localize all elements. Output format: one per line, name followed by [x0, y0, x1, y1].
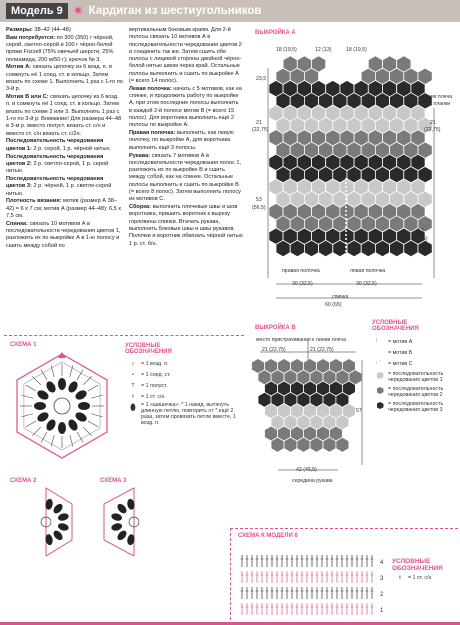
page-title: Кардиган из шестиугольников — [88, 5, 262, 17]
legend-model-6 — [392, 558, 458, 583]
stitch-line — [83, 376, 91, 384]
legend-title: УСЛОВНЫЕ — [372, 320, 408, 326]
hex-motif — [271, 437, 284, 452]
scheme-2-label: СХЕМА 2 — [10, 478, 37, 484]
puff-stitch — [74, 411, 88, 424]
hex-motif — [290, 240, 304, 256]
instruction-paragraph: Плотность вязания: мотив (размер А 38–42) = 6 х 7 см; мотив А (размер 44–48): 6,5 х 7,5 см. — [6, 198, 122, 219]
attach-line-label: место пристрачивания к линии плеча — [256, 337, 346, 343]
puff-stitch — [34, 402, 46, 410]
puff-stitch — [52, 529, 65, 542]
stitch-line — [88, 421, 98, 427]
stitch-line — [26, 385, 36, 391]
puff-stitch — [116, 529, 129, 542]
shoulder-line-label: линия плеча — [422, 94, 453, 100]
stitch-line — [32, 427, 40, 435]
stitch-line — [91, 414, 103, 417]
instruction-paragraph: Размеры: 38–42 (44–48) — [6, 27, 71, 33]
dim-label: 18 (19,5) — [276, 47, 297, 53]
instructions-column-1 — [6, 27, 124, 327]
instruction-paragraph: Сборка: выполнить плечевые швы и шов воротника, пришить воротник к вырезу горловины спинки. Втачать рукава, выполнить боковые швы и швы рукавов. Полочки и воротник обвязать чёрной нитью 1 р. ст. б/н. — [129, 204, 243, 247]
legend-motifs — [372, 320, 458, 414]
dim-label: (22,75) — [252, 127, 269, 133]
instruction-paragraph: Последовательность чередования цветов 1: 2 р. серой, 1 р. чёрной нитью. — [6, 138, 112, 152]
hex-motif — [336, 437, 349, 452]
puff-stitch — [36, 411, 50, 424]
row-number: 3 — [380, 576, 384, 582]
dim-label: 21 (22,75) — [310, 347, 334, 353]
half-hex-icon — [372, 348, 388, 357]
pattern-b-diagram — [250, 330, 370, 490]
row-number: 4 — [380, 560, 384, 566]
instruction-paragraph: Последовательность чередования цветов 3: 2 р. чёрной, 1 р. светло-серой нитью. — [6, 175, 112, 197]
legend-title-2: ОБОЗНАЧЕНИЯ — [372, 326, 419, 332]
dim-label: 53 — [418, 228, 424, 234]
legend-stitches — [125, 343, 240, 442]
legend-item: = мотив В — [372, 347, 458, 358]
scheme-2-diagram — [16, 486, 86, 556]
legend-title-2: ОБОЗНАЧЕНИЯ — [392, 565, 443, 572]
puff-stitch — [36, 389, 50, 402]
half-dc-icon: T — [131, 382, 135, 389]
scheme-6-diagram — [236, 545, 388, 620]
hex-motif — [304, 240, 318, 256]
pattern-b-label: ВЫКРОЙКА В — [255, 325, 296, 331]
scheme-1-label: СХЕМА 1 — [10, 342, 37, 348]
model-number: Модель 9 — [6, 3, 68, 19]
dim-label: 30 (32,5) — [356, 281, 377, 287]
dim-label: 21 — [256, 120, 262, 126]
hex-motif — [297, 437, 310, 452]
hex-gray-icon — [372, 387, 388, 396]
instruction-paragraph: Рукава: связать 7 мотивов А в последовательности чередования полос 1, разложить их по выкройке В и сшить между собой, как на спинке. Остальные полосы выполнить и сшить по выкройке В (= всего 8 полос). Затем выполнить полосу из мотивов С. — [129, 152, 242, 203]
dim-label: 42 (45,5) — [296, 467, 317, 473]
instruction-paragraph: вертикальным боковым краям. Для 2-й полосы связать 10 мотивов А в последовательности чередования цветов 2 и соединить так же. Затем сшить обе полосы с лицевой стороны двойной чёрно-белой нитью швом через край. Остальные полосы выполнить и сшить по выкройке А (= всего 14 полос). — [129, 27, 242, 85]
motif-outline — [104, 488, 134, 556]
dim-label: 53 — [256, 197, 262, 203]
legend-item: ○ = 1 возд. п. — [125, 358, 240, 369]
dc-icon: ŧ — [132, 393, 134, 400]
hex-motif — [323, 437, 336, 452]
hex-light-icon — [372, 372, 388, 381]
left-front-label: левая полочка — [350, 268, 386, 274]
legend-item: ŧ = 1 ст. с/н — [392, 572, 458, 583]
divider — [230, 528, 458, 529]
scheme-3-label: СХЕМА 3 — [100, 478, 127, 484]
back-label: спинка — [332, 294, 349, 300]
legend-item: • = 1 соед. ст. — [125, 369, 240, 380]
center-ring — [54, 398, 70, 414]
hex-motif — [347, 240, 361, 256]
stitch-line — [21, 414, 33, 417]
legend-item: = последовательность чередования цветов 3 — [372, 399, 458, 414]
stitch-line — [88, 385, 98, 391]
legend-item: = последовательность чередования цветов 1 — [372, 369, 458, 384]
dim-label: 12 (13) — [315, 47, 332, 53]
legend-item: ŧ = 1 ст. с/н — [125, 391, 240, 402]
stitch-line — [32, 376, 40, 384]
legend-item: ⬮ = 1 «шишечка»: * 1 накид, вытянуть длинную петлю, повторить от * ещё 2 раза, затем провязать петли вместе, 1 возд. п. — [125, 402, 240, 442]
divider — [230, 528, 231, 620]
puff-stitch — [45, 418, 58, 432]
puff-stitch — [78, 402, 90, 410]
pattern-a-label: ВЫКРОЙКА А — [255, 30, 296, 36]
stitch-line — [83, 427, 91, 435]
pattern-a-diagram — [250, 38, 458, 328]
motif-outline — [46, 488, 72, 556]
page-header — [0, 0, 460, 22]
dim-label: 21 — [430, 120, 436, 126]
dim-label: 60 (65) — [325, 302, 342, 308]
puff-stitch — [58, 378, 66, 390]
dim-label: (56,5) — [252, 205, 266, 211]
hex-motif — [276, 240, 290, 256]
dim-label: 21 (22,75) — [262, 347, 286, 353]
legend-title: УСЛОВНЫЕ — [392, 558, 431, 565]
stitch-line — [26, 421, 36, 427]
quarter-hex-icon — [372, 361, 388, 367]
instruction-paragraph: Последовательность чередования цветов 2: 2 р. светло-серой, 1 р. серой нитью. — [6, 153, 109, 175]
scheme-3-diagram — [98, 486, 158, 556]
hex-motif — [333, 240, 347, 256]
hex-motif — [404, 240, 418, 256]
scheme-6-label: СХЕМА К МОДЕЛИ 6 — [238, 533, 298, 539]
puff-stitch — [57, 522, 70, 532]
puff-stitch-icon: ⬮ — [130, 402, 136, 412]
dim-label: 30 (32,5) — [292, 281, 313, 287]
hex-motif — [390, 240, 404, 256]
dim-label: 23,5 — [256, 76, 267, 82]
row-number: 2 — [380, 592, 384, 598]
divider — [4, 335, 244, 336]
legend-title-2: ОБОЗНАЧЕНИЯ — [125, 349, 172, 355]
puff-stitch — [57, 512, 70, 522]
star-icon: ✷ — [72, 3, 84, 18]
puff-stitch — [110, 512, 123, 522]
hex-motif — [375, 240, 389, 256]
collar-end-label: конец планки — [418, 101, 451, 107]
hex-motif — [310, 437, 323, 452]
legend-item: T = 1 полуст. — [125, 380, 240, 391]
hex-motif — [319, 240, 333, 256]
puff-stitch — [110, 522, 123, 532]
legend-item: = последовательность чередования цветов 2 — [372, 384, 458, 399]
puff-stitch — [67, 380, 80, 394]
dim-label: (56,5) — [414, 236, 428, 242]
puff-stitch — [116, 502, 129, 515]
hex-motif — [361, 240, 375, 256]
legend-title: УСЛОВНЫЕ — [125, 343, 161, 349]
instruction-paragraph: Вам потребуется: по 300 (350) г чёрной, серой, светло-серой и 100 г чёрно-белой пряжи Frizzell (75% овечьей шерсти, 25% полиамида, 200 м/50 г); крючок № 3. — [6, 34, 114, 63]
instruction-paragraph: Левая полочка: начать с 5 мотивов, как на спинке, и продолжить работу по выкройке А, при этом последние полосы выполнить в каждой 2-й полосе мотив В (= всего 15 полос). Для воротника выполнить ещё 2 полосы по выкройке А. — [129, 85, 242, 129]
dim-label: 57 — [356, 408, 362, 414]
stitch-line — [21, 395, 33, 398]
instruction-paragraph: Правая полочка: выполнить, как левую полочку, по выкройке А, для воротника выполнить ещё 3 полосы. — [129, 130, 234, 151]
dc-icon: ŧ — [399, 574, 401, 581]
right-front-label: правая полочка — [282, 268, 320, 274]
puff-stitch — [58, 422, 66, 434]
hex-motif — [418, 240, 432, 256]
scheme-1-diagram — [6, 350, 118, 462]
stitch-line — [91, 395, 103, 398]
chain-icon: ○ — [131, 360, 135, 367]
instructions-column-2 — [129, 27, 243, 327]
puff-stitch — [45, 380, 58, 394]
puff-stitch — [67, 418, 80, 432]
instruction-paragraph: Мотив В или С: связать цепочку из 6 возд. п. и сомкнуть её 1 соед. ст. в кольцо. Затем вязать по схеме 2 или 3. Выполнить 1 раз с 1-го по 3-й р. Внимание! Для размера 44–48 в 3-м р. вместо полуст. вязать ст. с/н и вместо ст. с/н вязать ст. с/2н. — [6, 94, 122, 137]
dim-label: (22,75) — [424, 127, 441, 133]
cuff-label: середина рукава — [292, 478, 333, 484]
instruction-paragraph: Спинка: связать 10 мотивов А в последовательности чередования цветов 1, разложить их по выкройке А в 1-ю полосу и сшить между собой по — [6, 220, 121, 249]
instruction-paragraph: Мотив А: связать цепочку из 6 возд. п. и сомкнуть её 1 соед. ст. в кольцо. Затем вязать по схеме 1. Выполнить 1 раз с 1-го по 3-й р. — [6, 64, 123, 93]
hex-motif — [284, 437, 297, 452]
legend-item: = мотив С — [372, 358, 458, 369]
legend-item: = мотив А — [372, 336, 458, 347]
puff-stitch — [52, 502, 65, 515]
dim-label: 18 (19,5) — [346, 47, 367, 53]
hex-black-icon — [372, 402, 388, 411]
hex-outline-icon — [372, 337, 388, 346]
row-number: 1 — [380, 608, 384, 614]
puff-stitch — [74, 389, 88, 402]
slip-stitch-icon: • — [132, 371, 134, 378]
